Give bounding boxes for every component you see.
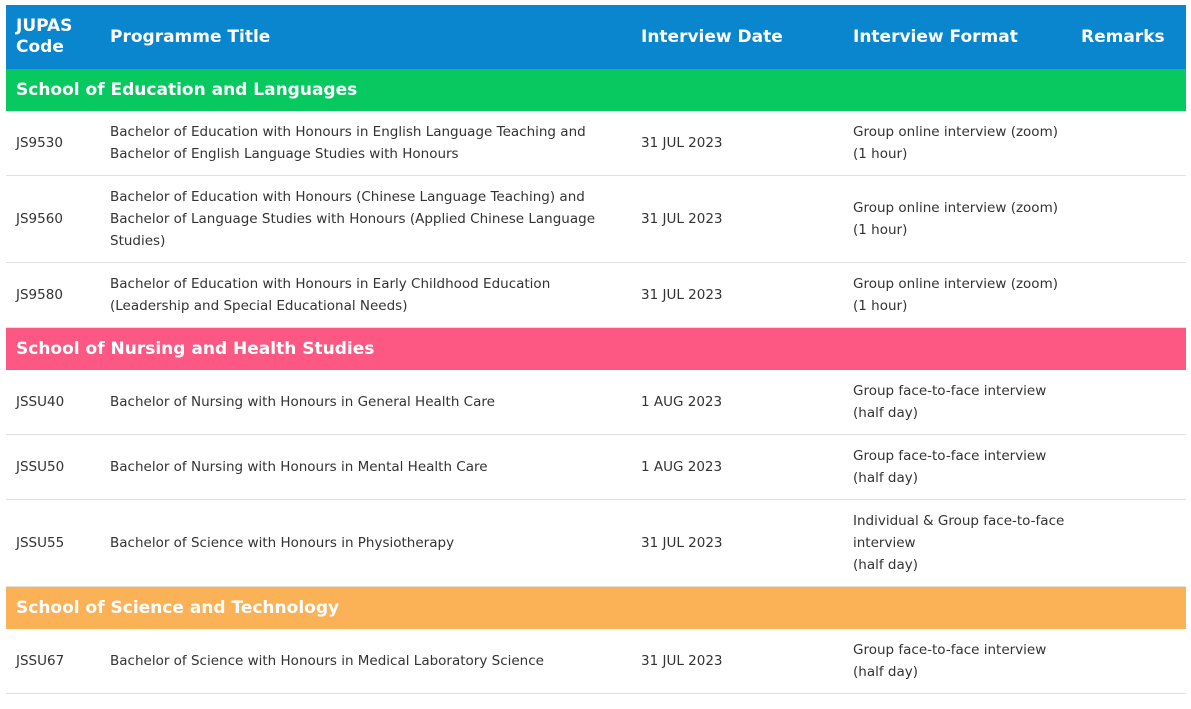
interview-format: [843, 370, 1079, 435]
programme-title: Bachelor of Nursing with Honours in General Health Care: [100, 370, 631, 435]
interview-format: [843, 263, 1079, 328]
format-type: Group online interview (zoom): [853, 276, 1058, 292]
interview-date: 1 AUG 2023: [631, 370, 843, 435]
format-duration: (half day): [853, 405, 918, 421]
interview-table: [6, 5, 1186, 694]
header-programme-title: Programme Title: [110, 26, 271, 47]
remarks: [1079, 629, 1186, 694]
jupas-code: JS9560: [6, 176, 100, 263]
programme-title: Bachelor of Science with Honours in Medical Laboratory Science: [100, 629, 631, 694]
section-education-languages: [6, 69, 1186, 111]
interview-schedule: [6, 5, 1186, 694]
section-nursing-health: [6, 328, 1186, 371]
section-title: School of Science and Technology: [16, 598, 340, 618]
table-row: [6, 111, 1186, 176]
programme-title: Bachelor of Education with Honours (Chinese Language Teaching) and Bachelor of Language Studies with Honours (Applied Chinese Language Studies): [100, 176, 631, 263]
interview-format: [843, 629, 1079, 694]
interview-date: 31 JUL 2023: [631, 176, 843, 263]
remarks: [1079, 500, 1186, 587]
section-science-technology: [6, 587, 1186, 630]
table-row: [6, 500, 1186, 587]
programme-title: Bachelor of Science with Honours in Physiotherapy: [100, 500, 631, 587]
programme-title: Bachelor of Nursing with Honours in Mental Health Care: [100, 435, 631, 500]
interview-format: [843, 500, 1079, 587]
interview-date: 31 JUL 2023: [631, 629, 843, 694]
remarks: [1079, 176, 1186, 263]
format-type: Group face-to-face interview: [853, 383, 1047, 399]
table-row: [6, 176, 1186, 263]
format-duration: (half day): [853, 557, 918, 573]
programme-title: Bachelor of Education with Honours in English Language Teaching and Bachelor of English Language Studies with Honours: [100, 111, 631, 176]
jupas-code: JS9530: [6, 111, 100, 176]
format-duration: (half day): [853, 664, 918, 680]
table-header: [6, 5, 1186, 69]
format-type: Group face-to-face interview: [853, 448, 1047, 464]
header-jupas-code: JUPAS Code: [16, 16, 73, 57]
table-row: [6, 263, 1186, 328]
interview-date: 31 JUL 2023: [631, 500, 843, 587]
section-title: School of Nursing and Health Studies: [16, 339, 375, 359]
interview-format: [843, 435, 1079, 500]
jupas-code: JSSU55: [6, 500, 100, 587]
jupas-code: JS9580: [6, 263, 100, 328]
table-row: [6, 370, 1186, 435]
interview-date: 31 JUL 2023: [631, 111, 843, 176]
jupas-code: JSSU40: [6, 370, 100, 435]
format-duration: (1 hour): [853, 298, 908, 314]
interview-date: 31 JUL 2023: [631, 263, 843, 328]
header-interview-date: Interview Date: [641, 26, 783, 47]
interview-format: [843, 111, 1079, 176]
remarks: [1079, 111, 1186, 176]
header-interview-format: Interview Format: [853, 26, 1018, 47]
format-type: Group face-to-face interview: [853, 642, 1047, 658]
header-row: [6, 5, 1186, 69]
format-duration: (1 hour): [853, 146, 908, 162]
format-type: Group online interview (zoom): [853, 200, 1058, 216]
remarks: [1079, 370, 1186, 435]
interview-format: [843, 176, 1079, 263]
format-type: Individual & Group face-to-face interview: [853, 513, 1065, 551]
jupas-code: JSSU50: [6, 435, 100, 500]
table-body: [6, 69, 1186, 694]
table-row: [6, 629, 1186, 694]
remarks: [1079, 435, 1186, 500]
programme-title: Bachelor of Education with Honours in Early Childhood Education (Leadership and Special Educational Needs): [100, 263, 631, 328]
interview-date: 1 AUG 2023: [631, 435, 843, 500]
jupas-code: JSSU67: [6, 629, 100, 694]
format-type: Group online interview (zoom): [853, 124, 1058, 140]
table-row: [6, 435, 1186, 500]
format-duration: (half day): [853, 470, 918, 486]
format-duration: (1 hour): [853, 222, 908, 238]
header-remarks: Remarks: [1081, 26, 1165, 47]
remarks: [1079, 263, 1186, 328]
section-title: School of Education and Languages: [16, 80, 358, 100]
